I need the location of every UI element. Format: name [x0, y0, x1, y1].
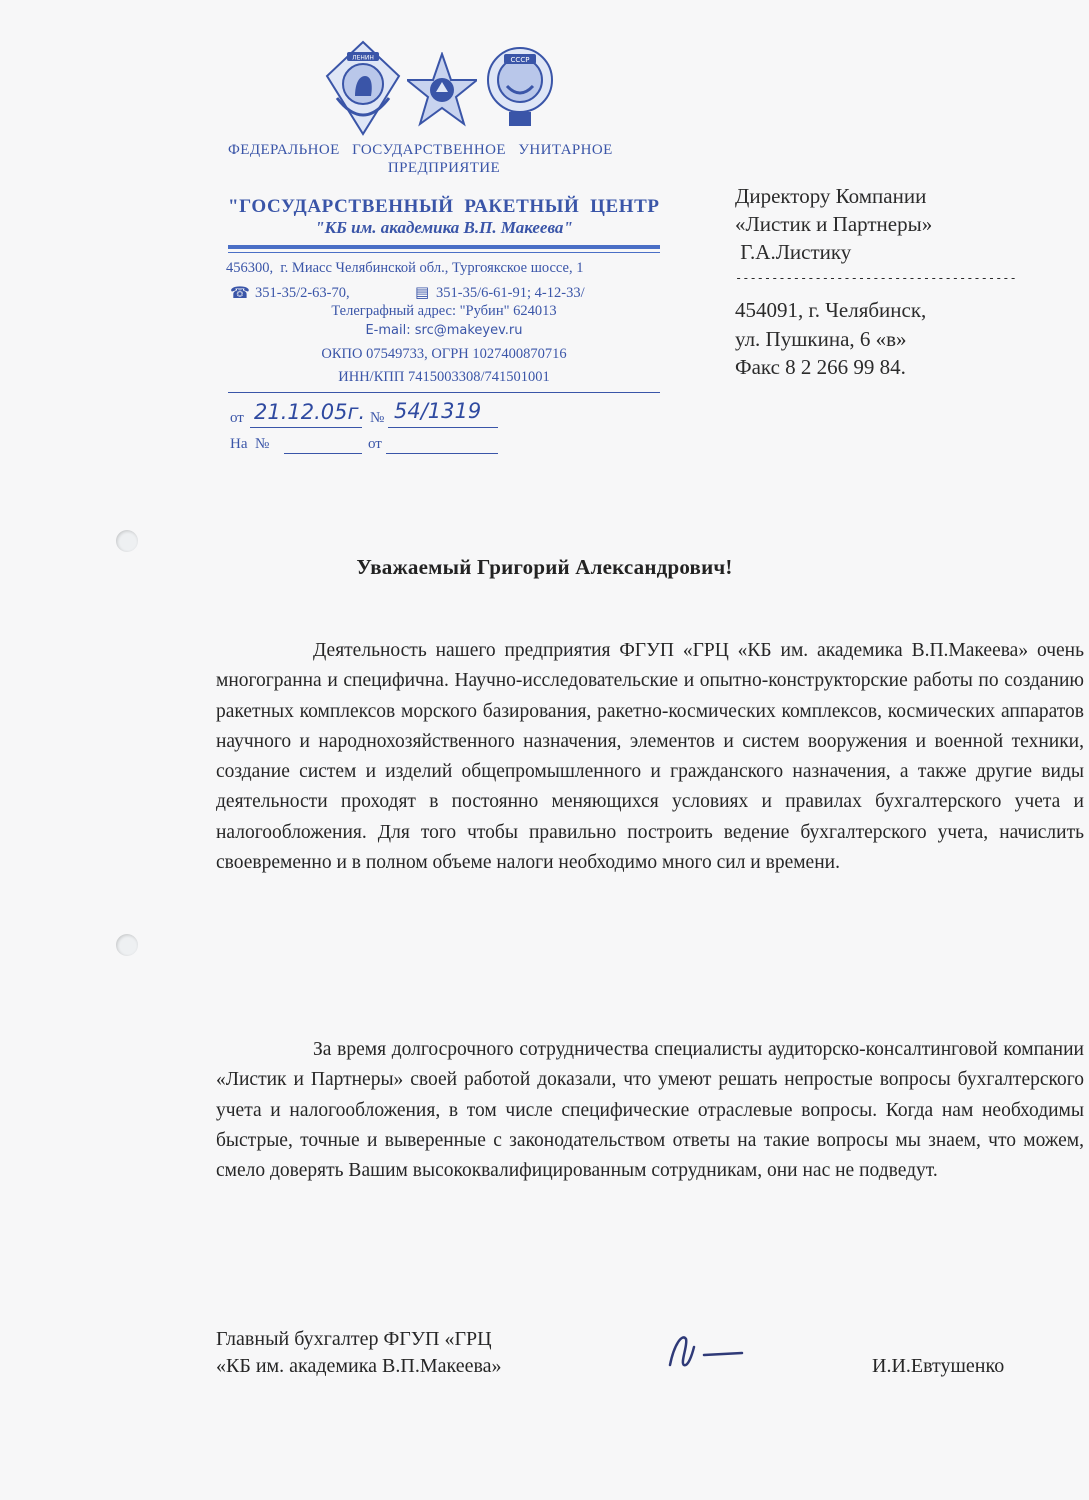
- org-email: E-mail: src@makeyev.ru: [365, 323, 523, 338]
- salutation: Уважаемый Григорий Александрович!: [356, 555, 733, 579]
- fax-icon: ▤: [415, 283, 430, 301]
- recipient-line4: 454091, г. Челябинск,: [735, 298, 927, 322]
- letterhead-rule-thick: [228, 245, 660, 249]
- recipient-line3: Г.А.Листику: [735, 240, 852, 264]
- body-paragraph-1: Деятельность нашего предприятия ФГУП «ГРЦ «КБ им. академика В.П.Макеева» очень многогранна и специфична. Научно-исследовательские и опытно-конструкторские работы по созданию ракетных комплексов морского базирования, ракетно-космических комплексов, космических аппаратов научного и народнохозяйственного назначения, элементов и систем вооружения и военной техники, создание систем и изделий общепромышленного и гражданского назначения, а также другие виды деятельности проходят в постоянно меняющихся условиях и правилах бухгалтерского учета и налогообложения. Для того чтобы правильно построить ведение бухгалтерского учета, начислить своевременно и в полном объеме налоги необходимо много сил и времени.: [216, 640, 1084, 874]
- reference-number-line: [284, 453, 362, 454]
- org-type-line1: ФЕДЕРАЛЬНОЕ ГОСУДАРСТВЕННОЕ УНИТАРНОЕ: [228, 142, 613, 158]
- fax-number: 351-35/6-61-91; 4-12-33/: [436, 285, 585, 301]
- number-line: [388, 427, 498, 428]
- org-type-line2: ПРЕДПРИЯТИЕ: [387, 160, 501, 176]
- reference-number-label: На №: [230, 436, 270, 452]
- telegraph-address: Телеграфный адрес: "Рубин" 624013: [331, 303, 557, 319]
- outgoing-number: 54/1319: [394, 399, 482, 423]
- recipient-line2: «Листик и Партнеры»: [735, 212, 933, 236]
- body-paragraph-2: За время долгосрочного сотрудничества специалисты аудиторско-консалтинговой компании «Листик и Партнеры» своей работой доказали, что умеют решать непростые вопросы бухгалтерского учета и налогообложения, в том числе специфические отраслевые вопросы. Когда нам необходимы быстрые, точные и выверенные с законодательством ответы на такие вопросы мы знаем, что можем, смело доверять Вашим высококвалифицированным сотрудникам, они нас не подведут.: [216, 1039, 1084, 1182]
- recipient-separator: ---------------------------------------: [735, 271, 1017, 285]
- recipient-line6: Факс 8 2 266 99 84.: [735, 355, 906, 379]
- phone-number: 351-35/2-63-70,: [255, 285, 350, 301]
- award-emblems: [325, 40, 555, 140]
- handwritten-signature: [660, 1325, 750, 1375]
- punch-hole-top: [116, 530, 138, 552]
- from-label: от: [230, 410, 244, 426]
- signatory-name: И.И.Евтушенко: [872, 1355, 1005, 1377]
- org-name-line2: "КБ им. академика В.П. Макеева": [315, 218, 573, 237]
- outgoing-date: 21.12.05г.: [254, 400, 366, 424]
- ussr-medal-emblem: [485, 42, 555, 128]
- order-of-lenin-emblem: [325, 40, 401, 136]
- signatory-title-line1: Главный бухгалтер ФГУП «ГРЦ: [216, 1328, 492, 1350]
- letterhead-bottom-rule: [228, 392, 660, 393]
- org-address: 456300, г. Миасс Челябинской обл., Тургоякское шоссе, 1: [226, 260, 584, 276]
- reference-from-line: [386, 453, 498, 454]
- org-name-line1: "ГОСУДАРСТВЕННЫЙ РАКЕТНЫЙ ЦЕНТР: [228, 196, 660, 217]
- red-star-emblem: [407, 52, 477, 132]
- ussr-medal-text: СССР: [510, 56, 530, 64]
- reference-from-label: от: [368, 436, 382, 452]
- inn-kpp: ИНН/КПП 7415003308/741501001: [338, 369, 550, 385]
- number-label: №: [370, 410, 385, 426]
- phone-icon: ☎: [230, 283, 250, 302]
- recipient-line1: Директору Компании: [735, 184, 927, 208]
- recipient-line5: ул. Пушкина, 6 «в»: [735, 327, 907, 351]
- phone-row: [230, 283, 670, 303]
- letterhead-rule-thin: [228, 252, 660, 253]
- punch-hole-bottom: [116, 934, 138, 956]
- okpo-ogrn: ОКПО 07549733, ОГРН 1027400870716: [321, 346, 567, 362]
- lenin-badge-text: ЛЕНИН: [352, 54, 374, 62]
- signatory-title-line2: «КБ им. академика В.П.Макеева»: [216, 1355, 502, 1377]
- date-line: [250, 427, 362, 428]
